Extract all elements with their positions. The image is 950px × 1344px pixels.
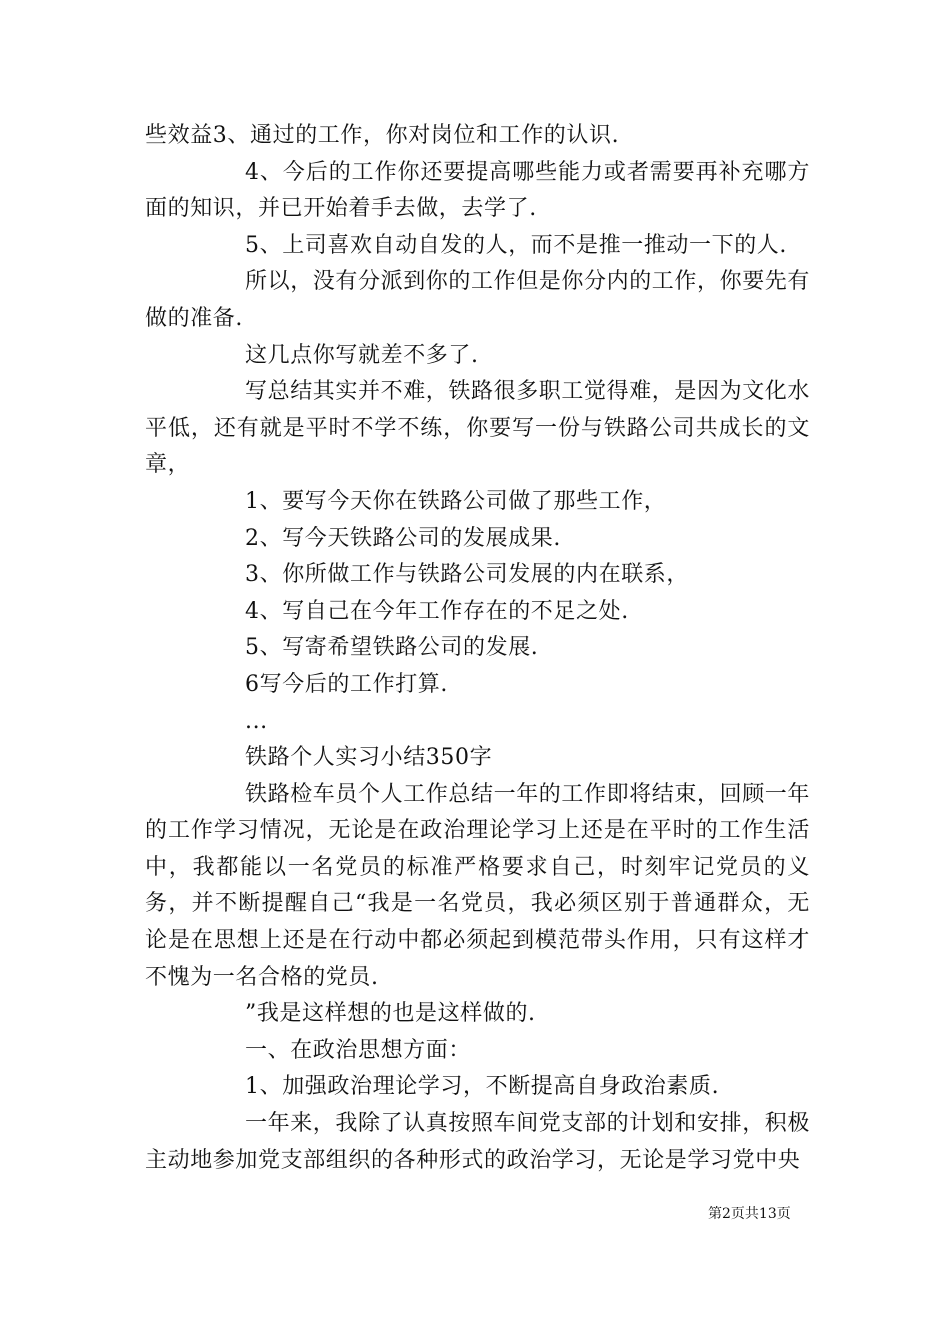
paragraph: 5、上司喜欢自动自发的人，而不是推一推动一下的人. <box>245 232 787 258</box>
paragraph: 写总结其实并不难，铁路很多职工觉得难，是因为文化水平低，还有就是平时不学不练，你要写一份与铁路公司共成长的文章， <box>145 379 811 478</box>
page-number: 第2页共13页 <box>708 1206 791 1222</box>
paragraph: 一年来，我除了认真按照车间党支部的计划和安排，积极主动地参加党支部组织的各种形式的政治学习，无论是学习党中央 <box>145 1111 811 1173</box>
paragraph: 铁路个人实习小结350字 <box>245 745 493 771</box>
paragraph: 1、要写今天你在铁路公司做了那些工作， <box>245 488 667 514</box>
paragraph: ... <box>245 708 268 734</box>
paragraph: 3、你所做工作与铁路公司发展的内在联系， <box>245 562 689 588</box>
paragraph: 些效益3、通过的工作，你对岗位和工作的认识. <box>145 123 620 148</box>
paragraph: 6写今后的工作打算. <box>245 671 448 697</box>
paragraph: 所以，没有分派到你的工作但是你分内的工作，你要先有做的准备. <box>145 269 811 331</box>
paragraph: 4、今后的工作你还要提高哪些能力或者需要再补充哪方面的知识，并已开始着手去做，去学了. <box>145 159 810 222</box>
paragraph: 一、在政治思想方面： <box>245 1037 472 1063</box>
paragraph: ”我是这样想的也是这样做的. <box>245 1001 536 1027</box>
paragraph: 这几点你写就差不多了. <box>245 342 479 368</box>
paragraph: 1、加强政治理论学习，不断提高自身政治素质. <box>245 1074 720 1100</box>
paragraph: 5、写寄希望铁路公司的发展. <box>245 635 539 661</box>
paragraph: 铁路检车员个人工作总结一年的工作即将结束，回顾一年的工作学习情况，无论是在政治理论学习上还是在平时的工作生活中，我都能以一名党员的标准严格要求自己，时刻牢记党员的义务，并不断提醒自己“我是一名党员，我必须区别于普通群众，无论是在思想上还是在行动中都必须起到模范带头作用，只有这样才不愧为一名合格的党员. <box>145 781 811 990</box>
paragraph: 4、写自己在今年工作存在的不足之处. <box>245 598 629 624</box>
paragraph: 2、写今天铁路公司的发展成果. <box>245 525 561 551</box>
document-body <box>145 118 810 1179</box>
